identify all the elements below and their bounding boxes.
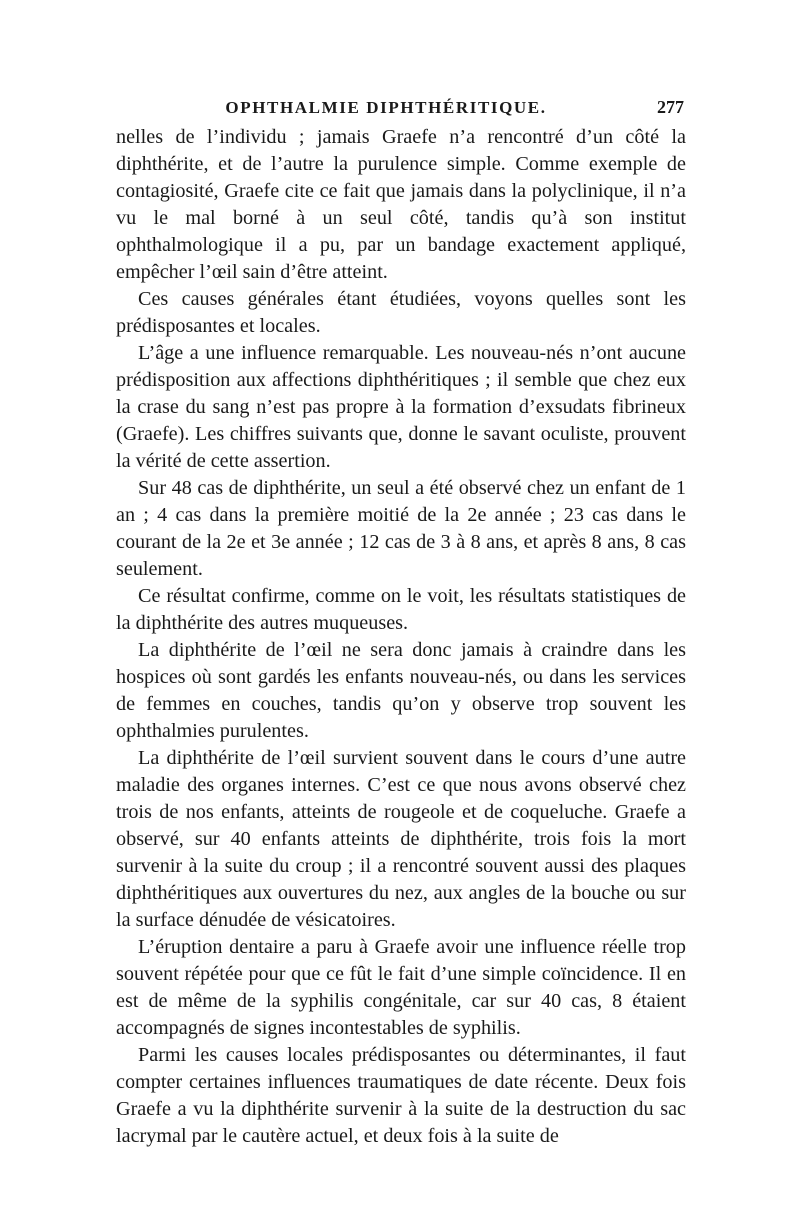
paragraph-statistiques: Sur 48 cas de diphthérite, un seul a été observé chez un enfant de 1 an ; 4 cas dans la première moitié de la 2e année ; 23 cas dans le courant de la 2e et 3e année ; 12 cas de 3 à 8 ans, et après 8 ans, 8 cas seulement. bbox=[116, 477, 686, 580]
paragraph-hospices: La diphthérite de l’œil ne sera donc jamais à craindre dans les hospices où sont gardés les enfants nouveau-nés, ou dans les services de femmes en couches, tandis qu’on y observe trop souvent les ophthalmies purulentes. bbox=[116, 639, 686, 742]
running-head bbox=[116, 92, 686, 122]
paragraph-continuation: nelles de l’individu ; jamais Graefe n’a rencontré d’un côté la diphthérite, et de l’autre la purulence simple. Comme exemple de contagiosité, Graefe cite ce fait que jamais dans la polyclinique, il n’a vu le mal borné à un seul côté, tandis qu’à son institut ophthalmologique il a pu, par un bandage exactement appliqué, empêcher l’œil sain d’être atteint. bbox=[116, 126, 686, 283]
paragraph-causes-locales: Parmi les causes locales prédisposantes ou déterminantes, il faut compter certaines influences traumatiques de date récente. Deux fois Graefe a vu la diphthérite survenir à la suite de la destruction du sac lacrymal par le cautère actuel, et deux fois à la suite de bbox=[116, 1044, 686, 1147]
paragraph-maladies-internes: La diphthérite de l’œil survient souvent dans le cours d’une autre maladie des organes internes. C’est ce que nous avons observé chez trois de nos enfants, atteints de rougeole et de coqueluche. Graefe a observé, sur 40 enfants atteints de diphthérite, trois fois la mort survenir à la suite du croup ; il a rencontré souvent aussi des plaques diphthéritiques aux ouvertures du nez, aux angles de la bouche ou sur la surface dénudée de vésicatoires. bbox=[116, 747, 686, 931]
running-title: OPHTHALMIE DIPHTHÉRITIQUE. bbox=[225, 98, 547, 117]
paragraph-resultat: Ce résultat confirme, comme on le voit, les résultats statistiques de la diphthérite des autres muqueuses. bbox=[116, 585, 686, 634]
paragraph-age: L’âge a une influence remarquable. Les nouveau-nés n’ont aucune prédisposition aux affections diphthéritiques ; il semble que chez eux la crase du sang n’est pas propre à la formation d’exsudats fibrineux (Graefe). Les chiffres suivants que, donne le savant oculiste, prouvent la vérité de cette assertion. bbox=[116, 342, 686, 472]
paragraph-causes-generales: Ces causes générales étant étudiées, voyons quelles sont les prédisposantes et locales. bbox=[116, 288, 686, 337]
paragraph-eruption-dentaire: L’éruption dentaire a paru à Graefe avoir une influence réelle trop souvent répétée pour que ce fût le fait d’une simple coïncidence. Il en est de même de la syphilis congénitale, car sur 40 cas, 8 étaient accompagnés de signes incontestables de syphilis. bbox=[116, 936, 686, 1039]
page-number: 277 bbox=[657, 97, 684, 117]
book-page bbox=[116, 92, 686, 1192]
body-text bbox=[116, 124, 686, 1150]
